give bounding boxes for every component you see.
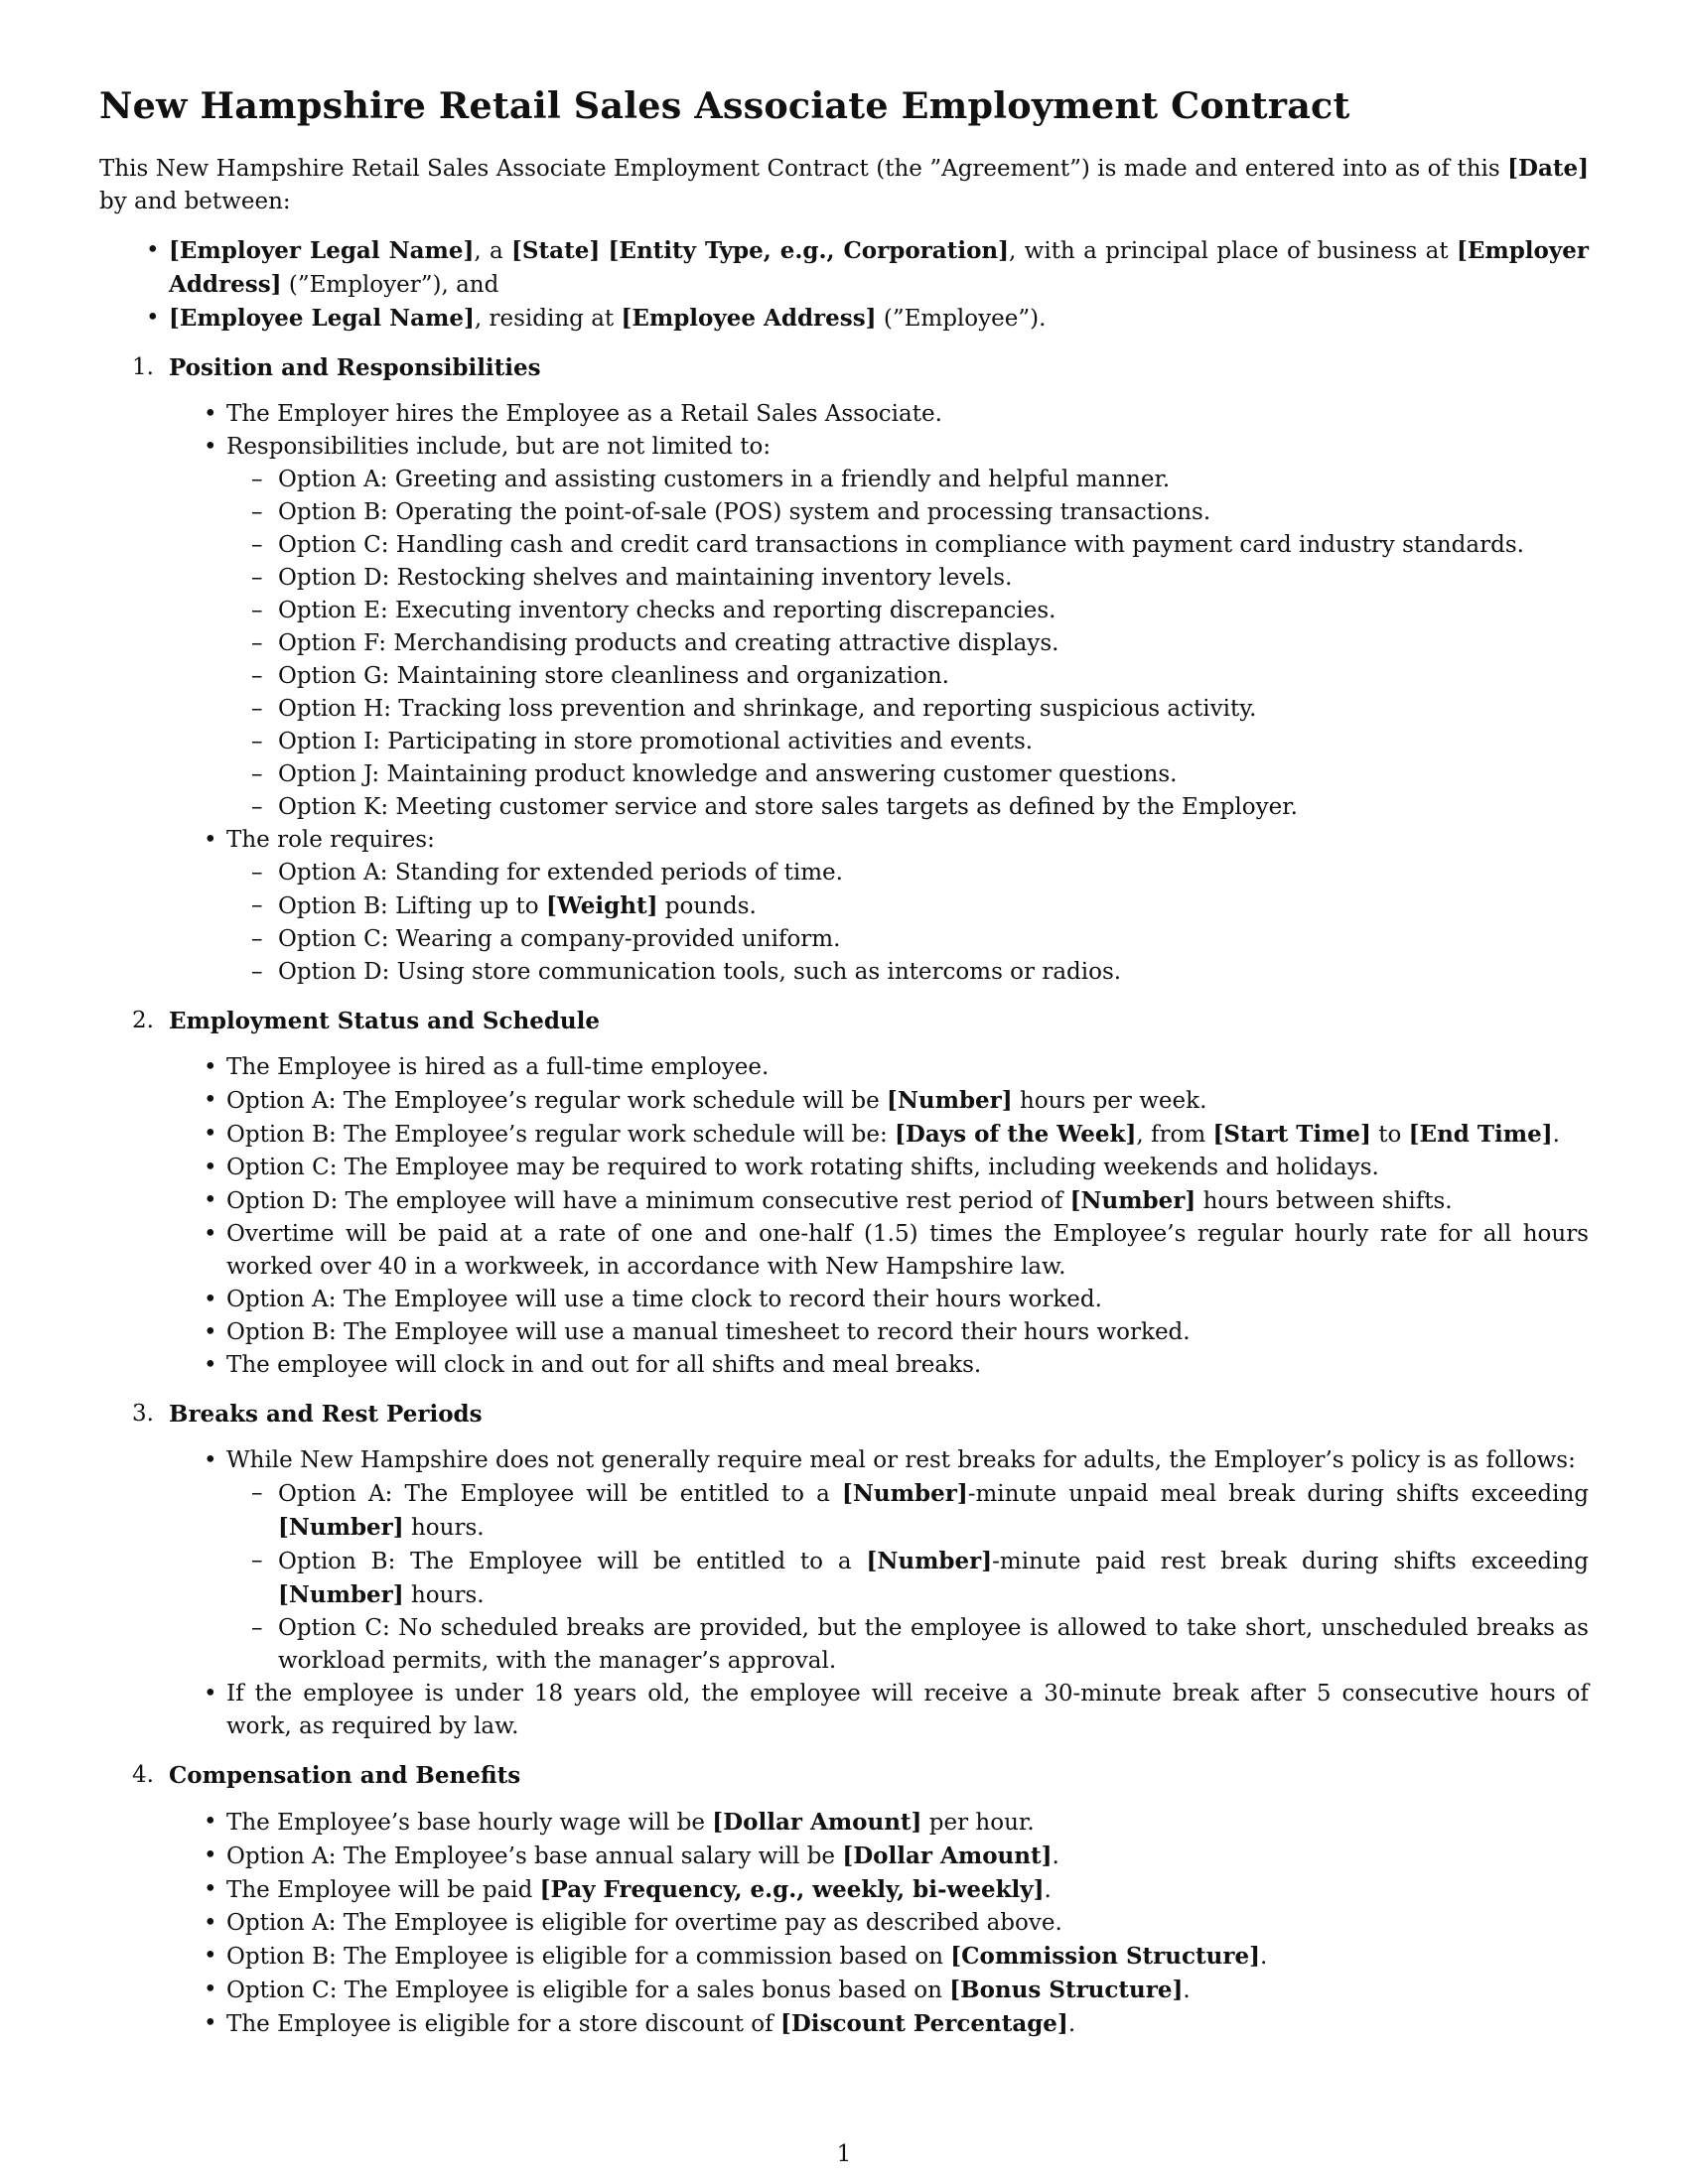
start-time-placeholder: [Start Time] (1212, 1120, 1371, 1148)
dollar-amount-placeholder: [Dollar Amount] (842, 1842, 1053, 1869)
section-number: 3. (132, 1400, 154, 1427)
text: (”Employee”). (876, 305, 1047, 332)
text: . (1260, 1943, 1268, 1970)
text: . (1552, 1121, 1560, 1148)
section-title: Employment Status and Schedule (169, 1007, 601, 1034)
text: Option A: The Employee’s base annual salary will be (226, 1843, 843, 1869)
pay-frequency-placeholder: [Pay Frequency, e.g., weekly, bi-weekly] (539, 1875, 1045, 1903)
days-placeholder: [Days of the Week] (895, 1120, 1137, 1148)
list-item (226, 1940, 1589, 1974)
list-item: • Option B: The Employee will use a manual timesheet to record their hours worked. (226, 1316, 1589, 1349)
sub-list (226, 464, 1589, 824)
text: Option B: The Employee’s regular work schedule will be: (226, 1121, 896, 1148)
sub-list-item: – Option A: Greeting and assisting customers in a friendly and helpful manner. (278, 464, 1589, 496)
text: , with a principal place of business at (1009, 237, 1457, 264)
number-placeholder: [Number] (842, 1479, 968, 1507)
sub-list-item: – Option C: Handling cash and credit card transactions in compliance with payment card industry standards. (278, 529, 1589, 562)
text: pounds. (657, 892, 757, 919)
end-time-placeholder: [End Time] (1408, 1120, 1553, 1148)
section-breaks (99, 1398, 1589, 1743)
text: Option B: The Employee will be entitled to a (278, 1548, 867, 1574)
section-employment-status (99, 1005, 1589, 1382)
section-compensation (99, 1759, 1589, 2041)
sub-list-item: – Option A: Standing for extended periods of time. (278, 857, 1589, 889)
intro-text: This New Hampshire Retail Sales Associate Employment Contract (the ”Agreement”) is made and entered into as of this (99, 155, 1508, 182)
text: to (1370, 1121, 1409, 1148)
section-heading (99, 1005, 1589, 1037)
sub-list-item: – Option H: Tracking loss prevention and shrinkage, and reporting suspicious activity. (278, 693, 1589, 726)
list-item: • The Employer hires the Employee as a Retail Sales Associate. (226, 398, 1589, 431)
number-placeholder: [Number] (278, 1580, 404, 1608)
sub-list (226, 857, 1589, 989)
number-placeholder: [Number] (866, 1547, 993, 1574)
employer-party (169, 234, 1589, 302)
sub-list-item: – Option G: Maintaining store cleanliness and organization. (278, 660, 1589, 693)
list-item (226, 1974, 1589, 2007)
text (600, 238, 608, 264)
sub-list-item: – Option B: Operating the point-of-sale (POS) system and processing transactions. (278, 496, 1589, 529)
section-list (99, 1444, 1589, 1743)
text: Option B: Lifting up to (278, 892, 546, 919)
text: , a (474, 237, 512, 264)
number-placeholder: [Number] (278, 1513, 404, 1541)
sub-list-item: – Option D: Using store communication tools, such as intercoms or radios. (278, 956, 1589, 989)
intro-paragraph (99, 152, 1589, 218)
sub-list-item: – Option C: Wearing a company-provided uniform. (278, 923, 1589, 956)
list-item (226, 824, 1589, 989)
sub-list (226, 1477, 1589, 1678)
page-number: 1 (836, 2141, 852, 2167)
sub-list-item (278, 1477, 1589, 1545)
list-item: • Option A: The Employee is eligible for overtime pay as described above. (226, 1907, 1589, 1940)
list-item (226, 1840, 1589, 1873)
list-item: • The Employee is hired as a full-time employee. (226, 1051, 1589, 1084)
list-item (226, 1444, 1589, 1678)
text: The Employee will be paid (226, 1876, 540, 1903)
employee-address-placeholder: [Employee Address] (621, 304, 877, 332)
sub-list-item: – Option C: No scheduled breaks are provided, but the employee is allowed to take short, unscheduled breaks as workload permits, with the manager’s approval. (278, 1612, 1589, 1678)
commission-structure-placeholder: [Commission Structure] (950, 1942, 1260, 1970)
text: The Employee is eligible for a store discount of (226, 2010, 780, 2037)
section-title: Position and Responsibilities (169, 353, 541, 381)
text: hours between shifts. (1196, 1187, 1453, 1214)
text: (”Employer”), and (281, 271, 499, 298)
text: . (1044, 1876, 1052, 1903)
text: hours. (403, 1581, 485, 1608)
text: per hour. (921, 1809, 1035, 1836)
list-item (226, 431, 1589, 824)
sub-list-item (278, 1545, 1589, 1612)
text: , from (1136, 1121, 1213, 1148)
list-item: • Option A: The Employee will use a time clock to record their hours worked. (226, 1284, 1589, 1316)
employer-name-placeholder: [Employer Legal Name] (169, 236, 475, 264)
weight-placeholder: [Weight] (545, 891, 658, 919)
employee-name-placeholder: [Employee Legal Name] (169, 304, 475, 332)
number-placeholder: [Number] (887, 1086, 1013, 1114)
list-item: • Option C: The Employee may be required to work rotating shifts, including weekends and holidays. (226, 1152, 1589, 1184)
section-list (99, 1051, 1589, 1382)
list-item (226, 1806, 1589, 1840)
date-placeholder: [Date] (1507, 154, 1589, 182)
list-item: • Overtime will be paid at a rate of one and one-half (1.5) times the Employee’s regular hourly rate for all hours worked over 40 in a workweek, in accordance with New Hampshire law. (226, 1218, 1589, 1284)
sub-list-item: – Option F: Merchandising products and creating attractive displays. (278, 627, 1589, 660)
text: hours. (403, 1514, 485, 1541)
list-item (226, 1184, 1589, 1218)
intro-text-end: by and between: (99, 188, 291, 214)
sub-list-item: – Option E: Executing inventory checks and reporting discrepancies. (278, 595, 1589, 627)
entity-type-placeholder: [Entity Type, e.g., Corporation] (608, 236, 1010, 264)
list-item (226, 1873, 1589, 1907)
sub-list-item: – Option K: Meeting customer service and store sales targets as defined by the Employer. (278, 791, 1589, 824)
dollar-amount-placeholder: [Dollar Amount] (712, 1808, 922, 1836)
section-title: Breaks and Rest Periods (169, 1400, 483, 1428)
number-placeholder: [Number] (1069, 1186, 1196, 1214)
list-item (226, 2007, 1589, 2041)
discount-percentage-placeholder: [Discount Percentage] (779, 2009, 1068, 2037)
text: -minute paid rest break during shifts exceeding (992, 1548, 1589, 1574)
section-heading (99, 1398, 1589, 1431)
document-body (99, 84, 1589, 2041)
document-title: New Hampshire Retail Sales Associate Employment Contract (99, 84, 1350, 127)
sub-list-item: – Option I: Participating in store promotional activities and events. (278, 726, 1589, 758)
list-item: • If the employee is under 18 years old, the employee will receive a 30-minute break after 5 consecutive hours of work, as required by law. (226, 1678, 1589, 1743)
text: Option D: The employee will have a minimum consecutive rest period of (226, 1187, 1070, 1214)
list-item: • The employee will clock in and out for all shifts and meal breaks. (226, 1349, 1589, 1382)
section-number: 1. (132, 353, 154, 380)
text: . (1052, 1843, 1059, 1869)
section-heading (99, 1759, 1589, 1792)
bonus-structure-placeholder: [Bonus Structure] (949, 1976, 1184, 2003)
list-item (226, 1084, 1589, 1118)
parties-list (99, 234, 1589, 336)
section-heading (99, 351, 1589, 384)
list-item-text: The role requires: (226, 826, 435, 853)
sub-list-item: – Option D: Restocking shelves and maintaining inventory levels. (278, 562, 1589, 595)
text: Option C: The Employee is eligible for a sales bonus based on (226, 1977, 950, 2003)
text: . (1183, 1977, 1191, 2003)
sub-list-item (278, 889, 1589, 923)
text: Option A: The Employee’s regular work schedule will be (226, 1087, 887, 1114)
text: , residing at (474, 305, 622, 332)
list-item-text: Responsibilities include, but are not limited to: (226, 433, 772, 460)
employee-party (169, 302, 1589, 336)
list-item-text: While New Hampshire does not generally require meal or rest breaks for adults, the Employer’s policy is as follows: (226, 1446, 1576, 1473)
section-number: 2. (132, 1007, 154, 1033)
text: . (1067, 2010, 1076, 2037)
text: hours per week. (1012, 1087, 1207, 1114)
section-list (99, 1806, 1589, 2041)
text: The Employee’s base hourly wage will be (226, 1809, 713, 1836)
list-item (226, 1118, 1589, 1152)
text: Option B: The Employee is eligible for a commission based on (226, 1943, 951, 1970)
text: Option A: The Employee will be entitled to a (278, 1480, 843, 1507)
state-placeholder: [State] (511, 236, 601, 264)
employer-address-placeholder: [Employer Address] (169, 236, 1589, 298)
section-list (99, 398, 1589, 989)
section-number: 4. (132, 1761, 154, 1788)
text: -minute unpaid meal break during shifts exceeding (967, 1480, 1589, 1507)
sub-list-item: – Option J: Maintaining product knowledge and answering customer questions. (278, 758, 1589, 791)
section-position (99, 351, 1589, 989)
section-title: Compensation and Benefits (169, 1761, 521, 1789)
